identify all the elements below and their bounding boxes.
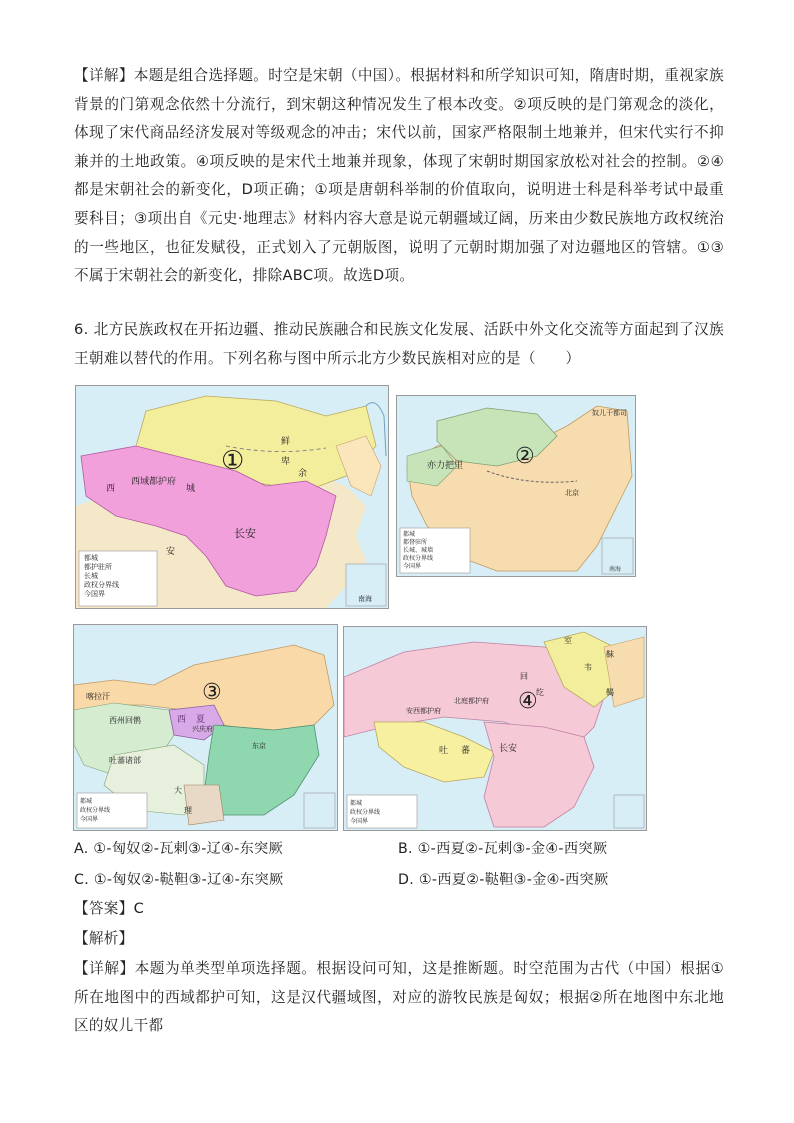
detail-paragraph-1: 【详解】本题是组合选择题。时空是宋朝（中国）。根据材料和所学知识可知，隋唐时期，重视家族背景的门第观念依然十分流行，到宋朝这种情况发生了根本改变。②项反映的是门第观念的淡化，体现了宋代商品经济发展对等级观念的冲击；宋代以前，国家严格限制土地兼并，但宋代实行不抑兼并的土地政策。④项反映的是宋代土地兼并现象，体现了宋朝时期国家放松对社会的控制。②④都是宋朝社会的新变化，D项正确；①项是唐朝科举制的价值取向，说明进士科是科举考试中最重要科目；③项出自《元史·地理志》材料内容大意是说元朝疆域辽阔，历来由少数民族地方政权统治的一些地区，也征发赋役，正式划入了元朝版图，说明了元朝时期加强了对边疆地区的管辖。①③不属于宋朝社会的新变化，排除ABC项。故选D项。 [74,67,724,285]
legend-item: 都城 [350,800,363,807]
answer: 【答案】C [74,900,145,917]
map-4-label: 吐 [439,746,449,756]
legend-item: 今国界 [350,818,369,825]
legend-item: 长城、城墙 [403,547,434,554]
map-2-label: 北京 [565,489,579,497]
map-3-label: 西 [177,715,187,725]
map-4-label: 韦 [584,663,592,672]
map-3 [73,624,338,831]
analysis-heading: 【解析】 [74,930,134,947]
option-b[interactable]: B. ①-西夏②-瓦剌③-金④-西突厥 [398,841,608,857]
legend-item: 都城 [84,554,98,562]
legend-item: 政权分界线 [403,555,434,562]
map-2-number: ② [515,444,535,469]
map-3-legend [80,797,110,824]
map-3-label: 吐蕃诸部 [109,756,141,765]
map-1-label: 城 [186,484,196,494]
option-d[interactable]: D. ①-西夏②-鞑靼③-金④-西突厥 [398,872,609,888]
legend-item: 政权分界线 [350,809,381,816]
map-1-label: 安 [166,547,176,557]
map-1-label: 长安 [234,527,256,540]
map-3-label: 喀拉汗 [86,692,110,701]
legend-item: 都督驻所 [403,539,428,546]
map-2-legend [403,531,433,571]
map-4-label: 北庭都护府 [454,697,489,705]
map-4-label: 纥 [536,688,544,697]
map-2 [396,395,636,577]
map-1-label: 余 [298,469,308,479]
detail-paragraph-2: 【详解】本题为单类型单项选择题。根据设问可知，这是推断题。时空范围为古代（中国）根据①所在地图中的西域都护可知，这是汉代疆域图，对应的游牧民族是匈奴；根据②所在地图中东北地区的奴儿干都 [74,960,724,1035]
map-4-number: ④ [518,689,538,714]
map-1-label: 卑 [281,457,291,467]
map-4-label: 蕃 [461,746,471,756]
legend-item: 都护驻所 [84,563,112,571]
map-3-label: 大 [174,786,182,795]
legend-item: 今国界 [403,563,422,570]
map-4-legend [350,799,380,826]
map-4-label: 安西都护府 [406,707,441,715]
map-1-label: 西 [106,484,116,494]
map-4-label: 室 [564,636,572,645]
map-4-label: 靺 [606,650,614,659]
map-1-label: 鲜 [281,437,291,447]
map-1-label: 南海 [358,595,372,603]
map-2-label: 南海 [609,566,622,573]
map-3-label: 东京 [252,742,266,750]
map-3-number: ③ [202,680,222,705]
legend-item: 政权分界线 [80,807,111,814]
legend-item: 今国界 [84,590,105,598]
map-4-label: 鞨 [606,688,614,697]
map-4 [343,626,647,831]
legend-item: 都城 [80,798,93,805]
option-c[interactable]: C. ①-匈奴②-鞑靼③-辽④-东突厥 [74,872,284,888]
legend-item: 长城 [84,572,98,580]
question-6: 6. 北方民族政权在开拓边疆、推动民族融合和民族文化发展、活跃中外文化交流等方面起到了汉族王朝难以替代的作用。下列名称与图中所示北方少数民族相对应的是（ ） [74,321,724,367]
legend-item: 政权分界线 [84,581,119,589]
legend-item: 今国界 [80,816,99,823]
map-3-label: 夏 [196,715,206,725]
map-3-label: 西州回鹘 [109,716,141,725]
map-2-label: 奴儿干都司 [592,409,627,417]
map-1-legend [84,554,119,599]
map-3-label: 兴庆府 [192,725,213,733]
option-a[interactable]: A. ①-匈奴②-瓦剌③-辽④-东突厥 [74,841,284,857]
map-1 [75,385,389,609]
legend-item: 都城 [403,531,416,538]
map-2-label: 亦力把里 [427,461,464,471]
map-4-label: 长安 [499,744,518,754]
map-1-number: ① [221,446,245,476]
map-1-label: 西域都护府 [131,477,177,487]
map-3-label: 理 [184,806,192,815]
map-4-label: 回 [520,672,528,681]
